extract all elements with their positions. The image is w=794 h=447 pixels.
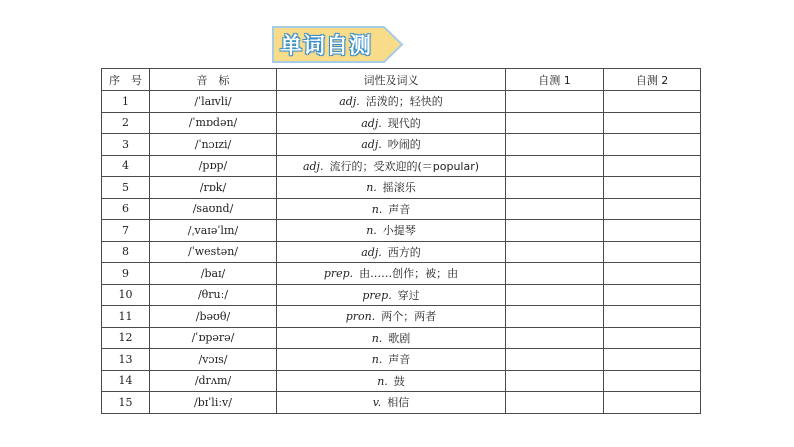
- part-of-speech: adj.: [361, 245, 382, 259]
- self-test-2-cell[interactable]: [604, 349, 701, 371]
- header-test-1: 自测 1: [506, 69, 604, 91]
- row-meaning-cell: [277, 134, 506, 156]
- meaning-text: 声音: [388, 353, 411, 367]
- row-number: 6: [102, 198, 150, 220]
- row-phonetic: /bəʊθ/: [150, 306, 277, 328]
- row-phonetic: /drʌm/: [150, 370, 277, 392]
- part-of-speech: n.: [366, 224, 377, 238]
- row-phonetic: /vɔɪs/: [150, 349, 277, 371]
- row-number: 7: [102, 220, 150, 242]
- part-of-speech: n.: [371, 353, 383, 367]
- meaning-text: 两个；两者: [381, 310, 437, 324]
- table-row: [102, 349, 701, 371]
- row-phonetic: /saʊnd/: [150, 198, 277, 220]
- self-test-1-cell[interactable]: [506, 198, 604, 220]
- meaning-text: 现代的: [387, 116, 421, 130]
- self-test-2-cell[interactable]: [604, 220, 701, 242]
- self-test-1-cell[interactable]: [506, 112, 604, 134]
- self-test-1-cell[interactable]: [506, 349, 604, 371]
- self-test-1-cell[interactable]: [506, 370, 604, 392]
- table-row: [102, 177, 701, 199]
- self-test-1-cell[interactable]: [506, 263, 604, 285]
- row-phonetic: /ˈɒpərə/: [150, 327, 277, 349]
- part-of-speech: prep.: [362, 288, 392, 302]
- row-number: 3: [102, 134, 150, 156]
- part-of-speech: prep.: [323, 267, 354, 281]
- self-test-1-cell[interactable]: [506, 155, 604, 177]
- header-test-2: 自测 2: [604, 69, 701, 91]
- row-meaning-cell: [277, 220, 506, 242]
- row-number: 2: [102, 112, 150, 134]
- row-number: 5: [102, 177, 150, 199]
- row-meaning-cell: [277, 263, 506, 285]
- row-meaning-cell: [277, 392, 506, 414]
- row-phonetic: /baɪ/: [150, 263, 277, 285]
- part-of-speech: v.: [372, 396, 382, 410]
- meaning-text: 声音: [388, 202, 411, 216]
- self-test-1-cell[interactable]: [506, 284, 604, 306]
- table-row: [102, 284, 701, 306]
- part-of-speech: adj.: [302, 159, 324, 173]
- self-test-2-cell[interactable]: [604, 241, 701, 263]
- part-of-speech: n.: [377, 374, 388, 388]
- table-row: [102, 220, 701, 242]
- meaning-text: 由……创作；被；由: [359, 267, 459, 281]
- table-row: [102, 155, 701, 177]
- self-test-2-cell[interactable]: [604, 112, 701, 134]
- row-meaning-cell: [277, 284, 506, 306]
- self-test-1-cell[interactable]: [506, 241, 604, 263]
- self-test-2-cell[interactable]: [604, 198, 701, 220]
- self-test-1-cell[interactable]: [506, 306, 604, 328]
- meaning-text: 摇滚乐: [382, 181, 416, 195]
- meaning-text: 小提琴: [382, 224, 416, 238]
- meaning-text: 活泼的；轻快的: [365, 95, 443, 109]
- table-row: [102, 370, 701, 392]
- row-number: 9: [102, 263, 150, 285]
- self-test-2-cell[interactable]: [604, 392, 701, 414]
- part-of-speech: adj.: [339, 95, 360, 109]
- row-phonetic: /ˈlaɪvli/: [150, 91, 277, 113]
- row-phonetic: /ˈmɒdən/: [150, 112, 277, 134]
- row-number: 1: [102, 91, 150, 113]
- table-row: [102, 327, 701, 349]
- table-row: [102, 91, 701, 113]
- title-banner: [272, 26, 402, 63]
- header-number: 序 号: [102, 69, 150, 91]
- header-meaning: 词性及词义: [277, 69, 506, 91]
- self-test-2-cell[interactable]: [604, 155, 701, 177]
- row-number: 15: [102, 392, 150, 414]
- table-row: [102, 241, 701, 263]
- row-phonetic: /pɒp/: [150, 155, 277, 177]
- row-meaning-cell: [277, 91, 506, 113]
- self-test-2-cell[interactable]: [604, 327, 701, 349]
- self-test-1-cell[interactable]: [506, 220, 604, 242]
- header-phonetic: 音 标: [150, 69, 277, 91]
- row-phonetic: /θruː/: [150, 284, 277, 306]
- row-number: 4: [102, 155, 150, 177]
- meaning-text: 歌剧: [388, 331, 411, 345]
- table-row: [102, 306, 701, 328]
- row-meaning-cell: [277, 155, 506, 177]
- self-test-2-cell[interactable]: [604, 306, 701, 328]
- row-number: 10: [102, 284, 150, 306]
- row-meaning-cell: [277, 306, 506, 328]
- row-phonetic: /ˈwestən/: [150, 241, 277, 263]
- self-test-1-cell[interactable]: [506, 91, 604, 113]
- part-of-speech: n.: [366, 181, 377, 195]
- row-phonetic: /ˈnɔɪzi/: [150, 134, 277, 156]
- row-phonetic: /rɒk/: [150, 177, 277, 199]
- row-meaning-cell: [277, 198, 506, 220]
- self-test-2-cell[interactable]: [604, 263, 701, 285]
- vocabulary-table: [101, 68, 701, 414]
- row-number: 8: [102, 241, 150, 263]
- row-phonetic: /bɪˈliːv/: [150, 392, 277, 414]
- part-of-speech: n.: [371, 331, 383, 345]
- meaning-text: 穿过: [397, 288, 420, 302]
- row-meaning-cell: [277, 177, 506, 199]
- part-of-speech: pron.: [345, 310, 376, 324]
- self-test-2-cell[interactable]: [604, 134, 701, 156]
- row-meaning-cell: [277, 349, 506, 371]
- self-test-2-cell[interactable]: [604, 284, 701, 306]
- meaning-text: 西方的: [387, 245, 421, 259]
- table-row: [102, 392, 701, 414]
- table-row: [102, 198, 701, 220]
- part-of-speech: adj.: [361, 138, 382, 152]
- row-number: 13: [102, 349, 150, 371]
- row-phonetic: /ˌvaɪəˈlɪn/: [150, 220, 277, 242]
- page-title: 单词自测: [280, 34, 373, 59]
- table-row: [102, 263, 701, 285]
- row-number: 14: [102, 370, 150, 392]
- row-meaning-cell: [277, 370, 506, 392]
- self-test-2-cell[interactable]: [604, 370, 701, 392]
- self-test-1-cell[interactable]: [506, 327, 604, 349]
- header-row: [102, 69, 701, 91]
- row-meaning-cell: [277, 327, 506, 349]
- meaning-text: 鼓: [393, 374, 405, 388]
- self-test-1-cell[interactable]: [506, 392, 604, 414]
- row-meaning-cell: [277, 112, 506, 134]
- row-number: 11: [102, 306, 150, 328]
- self-test-2-cell[interactable]: [604, 177, 701, 199]
- meaning-text: 吵闹的: [387, 138, 421, 152]
- self-test-1-cell[interactable]: [506, 177, 604, 199]
- self-test-2-cell[interactable]: [604, 91, 701, 113]
- table-row: [102, 112, 701, 134]
- self-test-1-cell[interactable]: [506, 134, 604, 156]
- part-of-speech: n.: [371, 202, 383, 216]
- table-row: [102, 134, 701, 156]
- row-number: 12: [102, 327, 150, 349]
- row-meaning-cell: [277, 241, 506, 263]
- meaning-text: 流行的；受欢迎的(＝popular): [329, 159, 480, 173]
- part-of-speech: adj.: [361, 116, 382, 130]
- meaning-text: 相信: [387, 396, 410, 410]
